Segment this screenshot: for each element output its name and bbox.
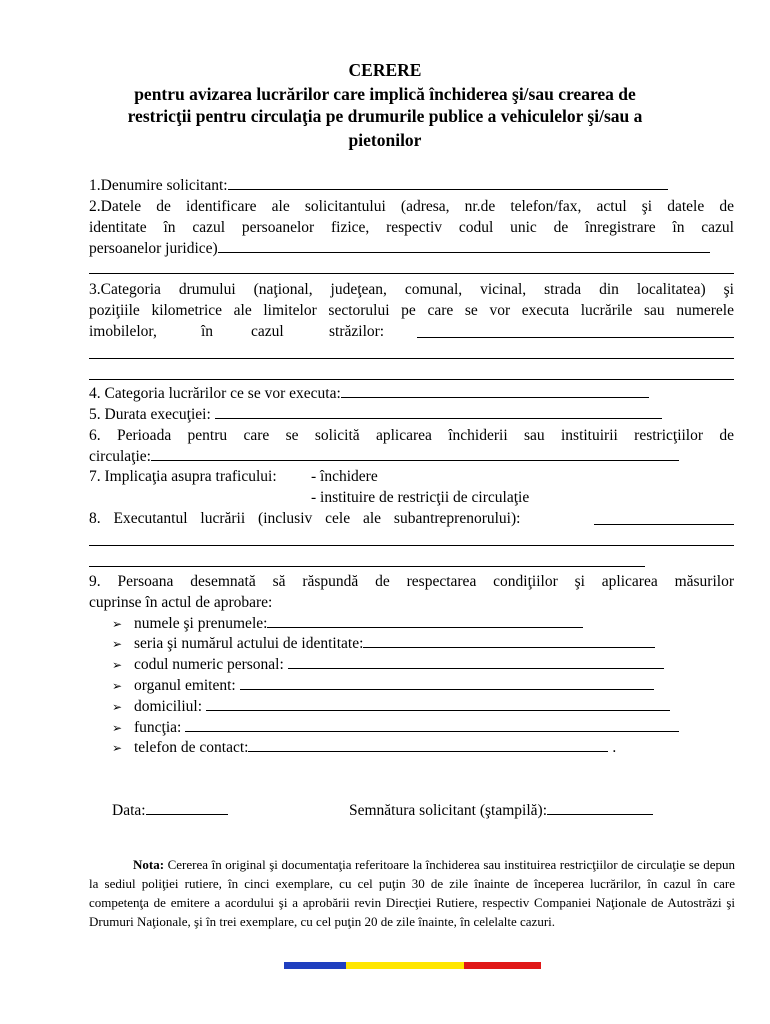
id-document-blank[interactable] bbox=[363, 634, 655, 648]
function-blank[interactable] bbox=[185, 718, 679, 732]
field-duration bbox=[89, 405, 734, 424]
field-contractor bbox=[89, 509, 734, 528]
field-designated-person-line-1: 9. Persoana desemnată să răspundă de respectarea condiţiilor şi aplicarea măsurilor bbox=[89, 573, 734, 590]
traffic-option-restrictions[interactable]: - instituire de restricţii de circulaţie bbox=[311, 489, 530, 506]
road-category-blank[interactable] bbox=[417, 324, 734, 338]
bullet-function-label: funcţia: bbox=[134, 719, 182, 736]
road-category-word-2: în bbox=[201, 323, 214, 340]
bullet-domicile bbox=[112, 697, 670, 717]
field-identification-line-2: identitate în cazul persoanelor fizice, respectiv codul unic de înregistrare în cazul bbox=[89, 219, 734, 236]
domicile-blank[interactable] bbox=[206, 697, 670, 711]
personal-code-blank[interactable] bbox=[288, 655, 664, 669]
signature-blank[interactable] bbox=[547, 801, 653, 815]
note-text: Cererea în original şi documentaţia referitoare la închiderea sau instituirea restricţiilor de circulaţie se depun la sediul poliţiei rutiere, în cinci exemplare, cu cel puţin 30 de zile înainte de începerea lucrărilor, în cazul în care competenţa de emitere a acordului şi a aprobării revin Direcţiei Rutiere, respectiv Companiei Naţionale de Autostrăzi şi Drumuri Naţionale, şi în trei exemplare, cu cel puţin 20 de zile înainte, în celelalte cazuri. bbox=[89, 857, 735, 929]
date-field bbox=[112, 801, 312, 820]
form-subtitle-line-2: restricţii pentru circulaţia pe drumurile publice a vehiculelor şi/sau a bbox=[127, 106, 643, 126]
contractor-blank-line-2[interactable] bbox=[89, 566, 645, 567]
field-applicant-name-label: 1.Denumire solicitant: bbox=[89, 177, 228, 194]
bullet-personal-code-label: codul numeric personal: bbox=[134, 656, 284, 673]
field-period-line-1: 6. Perioada pentru care se solicită aplicarea închiderii sau instituirii restricţiilor de bbox=[89, 427, 734, 444]
date-label: Data: bbox=[112, 802, 146, 819]
bullet-domicile-label: domiciliul: bbox=[134, 698, 203, 715]
arrow-bullet-icon: ➢ bbox=[112, 617, 123, 631]
form-title: CERERE bbox=[348, 60, 422, 80]
full-name-blank[interactable] bbox=[267, 614, 583, 628]
bullet-full-name-label: numele şi prenumele: bbox=[134, 615, 268, 632]
note-label: Nota: bbox=[133, 857, 165, 872]
period-blank[interactable] bbox=[151, 447, 679, 461]
form-subtitle-line-1: pentru avizarea lucrărilor care implică închiderea şi/sau crearea de bbox=[134, 84, 636, 104]
bullet-issuing-authority bbox=[112, 676, 654, 696]
works-category-blank[interactable] bbox=[341, 384, 649, 398]
road-category-blank-line-2[interactable] bbox=[89, 379, 734, 380]
contact-phone-blank[interactable] bbox=[248, 738, 608, 752]
flag-stripe-red bbox=[464, 962, 541, 969]
note-paragraph bbox=[89, 855, 735, 931]
traffic-impact-label: 7. Implicaţia asupra traficului: bbox=[89, 468, 277, 485]
bullet-issuing-authority-label: organul emitent: bbox=[134, 677, 236, 694]
flag-stripe-blue bbox=[284, 962, 346, 969]
field-road-category-line-2: poziţiile kilometrice ale limitelor sectorului pe care se vor executa lucrările sau numerele bbox=[89, 302, 734, 319]
identification-blank-line[interactable] bbox=[89, 273, 734, 274]
arrow-bullet-icon: ➢ bbox=[112, 700, 123, 714]
road-category-word-1: imobilelor, bbox=[89, 323, 157, 340]
field-identification-line-3 bbox=[89, 239, 734, 258]
bullet-function bbox=[112, 718, 679, 738]
period-label-end: circulaţie: bbox=[89, 448, 151, 465]
bullet-contact-phone-label: telefon de contact: bbox=[134, 739, 249, 756]
contact-phone-end-mark: . bbox=[612, 739, 617, 756]
issuing-authority-blank[interactable] bbox=[240, 676, 654, 690]
date-blank[interactable] bbox=[146, 801, 228, 815]
field-designated-person-line-2: cuprinse în actul de aprobare: bbox=[89, 594, 273, 611]
road-category-word-3: cazul bbox=[251, 323, 284, 340]
signature-label: Semnătura solicitant (ştampilă): bbox=[349, 802, 548, 819]
identification-blank[interactable] bbox=[218, 239, 710, 253]
form-subtitle-line-3: pietonilor bbox=[348, 130, 422, 150]
applicant-name-blank[interactable] bbox=[228, 176, 668, 190]
traffic-option-closure[interactable]: - închidere bbox=[311, 468, 378, 485]
field-identification-label-end: persoanelor juridice) bbox=[89, 240, 218, 257]
bullet-personal-code bbox=[112, 655, 664, 675]
road-category-blank-line-1[interactable] bbox=[89, 358, 734, 359]
field-traffic-impact bbox=[89, 467, 734, 486]
field-identification-line-1: 2.Datele de identificare ale solicitantului (adresa, nr.de telefon/fax, actul şi datele de bbox=[89, 198, 734, 215]
bullet-id-document bbox=[112, 634, 655, 654]
arrow-bullet-icon: ➢ bbox=[112, 658, 123, 672]
duration-label: 5. Durata execuţiei: bbox=[89, 406, 211, 423]
contractor-label: 8. Executantul lucrării (inclusiv cele ale subantreprenorului): bbox=[89, 510, 521, 527]
bullet-id-document-label: seria şi numărul actului de identitate: bbox=[134, 635, 364, 652]
contractor-blank[interactable] bbox=[594, 511, 734, 525]
arrow-bullet-icon: ➢ bbox=[112, 741, 123, 755]
road-category-word-4: străzilor: bbox=[329, 323, 385, 340]
arrow-bullet-icon: ➢ bbox=[112, 679, 123, 693]
field-period-line-2 bbox=[89, 447, 734, 466]
arrow-bullet-icon: ➢ bbox=[112, 721, 123, 735]
duration-blank[interactable] bbox=[215, 405, 662, 419]
field-applicant-name bbox=[89, 176, 734, 195]
field-works-category bbox=[89, 384, 734, 403]
field-road-category-line-1: 3.Categoria drumului (naţional, judeţean, comunal, vicinal, strada din localitatea) şi bbox=[89, 281, 734, 298]
contractor-blank-line-1[interactable] bbox=[89, 545, 734, 546]
bullet-contact-phone bbox=[112, 738, 616, 758]
flag-stripe-yellow bbox=[346, 962, 464, 969]
arrow-bullet-icon: ➢ bbox=[112, 637, 123, 651]
bullet-full-name bbox=[112, 614, 583, 634]
signature-field bbox=[349, 801, 689, 820]
works-category-label: 4. Categoria lucrărilor ce se vor executa: bbox=[89, 385, 341, 402]
